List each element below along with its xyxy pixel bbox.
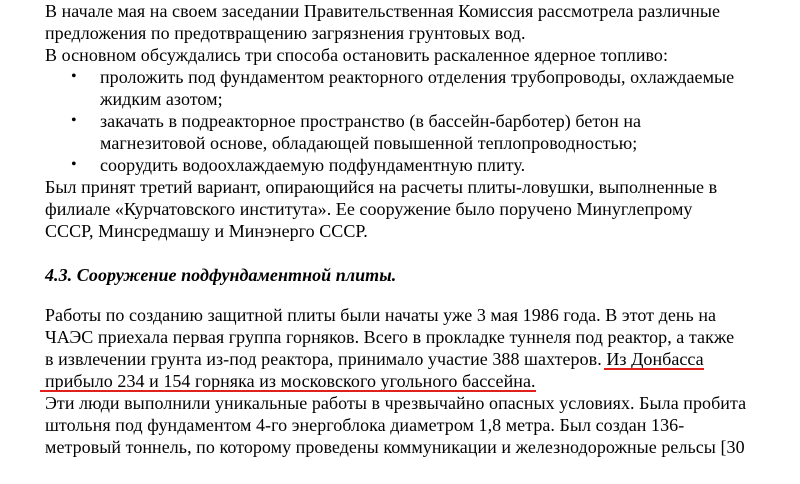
text-line: Работы по созданию защитной плиты были начаты уже 3 мая 1986 года. В этот день на: [45, 305, 717, 325]
bullet-icon: •: [71, 68, 77, 85]
red-underline-annotation: [604, 368, 703, 370]
text-line: Был принят третий вариант, опирающийся на расчеты плиты-ловушки, выполненные в: [45, 177, 718, 197]
list-item-continuation: жидким азотом;: [100, 89, 223, 109]
text-line: [45, 370, 800, 392]
list-item: [45, 110, 800, 132]
paragraph-spacer: [45, 286, 800, 304]
text-line: штольня под фундаментом 4-го энергоблока диаметром 1,8 метра. Был создан 136-: [45, 415, 685, 435]
list-item: [45, 66, 800, 88]
text-line: филиале «Курчатовского института». Ее сооружение было поручено Минуглепрому: [45, 199, 693, 219]
paragraph-works: [45, 304, 800, 458]
paragraph-intro: [45, 0, 800, 66]
text-line: Эти люди выполнили уникальные работы в чрезвычайно опасных условиях. Была пробита: [45, 393, 747, 413]
text-segment: в извлечении грунта из-под реактора, принимало участие 388 шахтеров.: [45, 349, 607, 369]
paragraph-decision: [45, 176, 800, 242]
paragraph-spacer: [45, 242, 800, 264]
text-line: В начале мая на своем заседании Правительственная Комиссия рассмотрела различные: [45, 1, 721, 21]
red-underline-annotation: [40, 390, 536, 392]
list-item-text: соорудить водоохлаждаемую подфундаментную плиту.: [100, 155, 526, 175]
section-heading: 4.3. Сооружение подфундаментной плиты.: [45, 265, 397, 285]
list-item-text: закачать в подреакторное пространство (в бассейн-барботер) бетон на: [100, 111, 642, 131]
text-line: метровый тоннель, по которому проведены коммуникации и железнодорожные рельсы [30: [45, 437, 745, 457]
list-item-text: проложить под фундаментом реакторного отделения трубопроводы, охлаждаемые: [100, 67, 735, 87]
bullet-icon: •: [71, 156, 77, 173]
bullet-list: [45, 66, 800, 176]
bullet-icon: •: [71, 112, 77, 129]
text-line: В основном обсуждались три способа остановить раскаленное ядерное топливо:: [45, 45, 669, 65]
highlighted-text: прибыло 234 и 154 горняка из московского угольного бассейна.: [45, 371, 536, 391]
list-item: [45, 154, 800, 176]
text-line: [45, 348, 800, 370]
text-line: предложения по предотвращению загрязнения грунтовых вод.: [45, 23, 526, 43]
list-item-continuation: магнезитовой основе, обладающей повышенной теплопроводностью;: [100, 133, 638, 153]
highlighted-text: Из Донбасса: [606, 349, 704, 369]
text-line: СССР, Минсредмашу и Минэнерго СССР.: [45, 221, 368, 241]
text-line: ЧАЭС приехала первая группа горняков. Всего в прокладке туннеля под реактор, а также: [45, 327, 735, 347]
